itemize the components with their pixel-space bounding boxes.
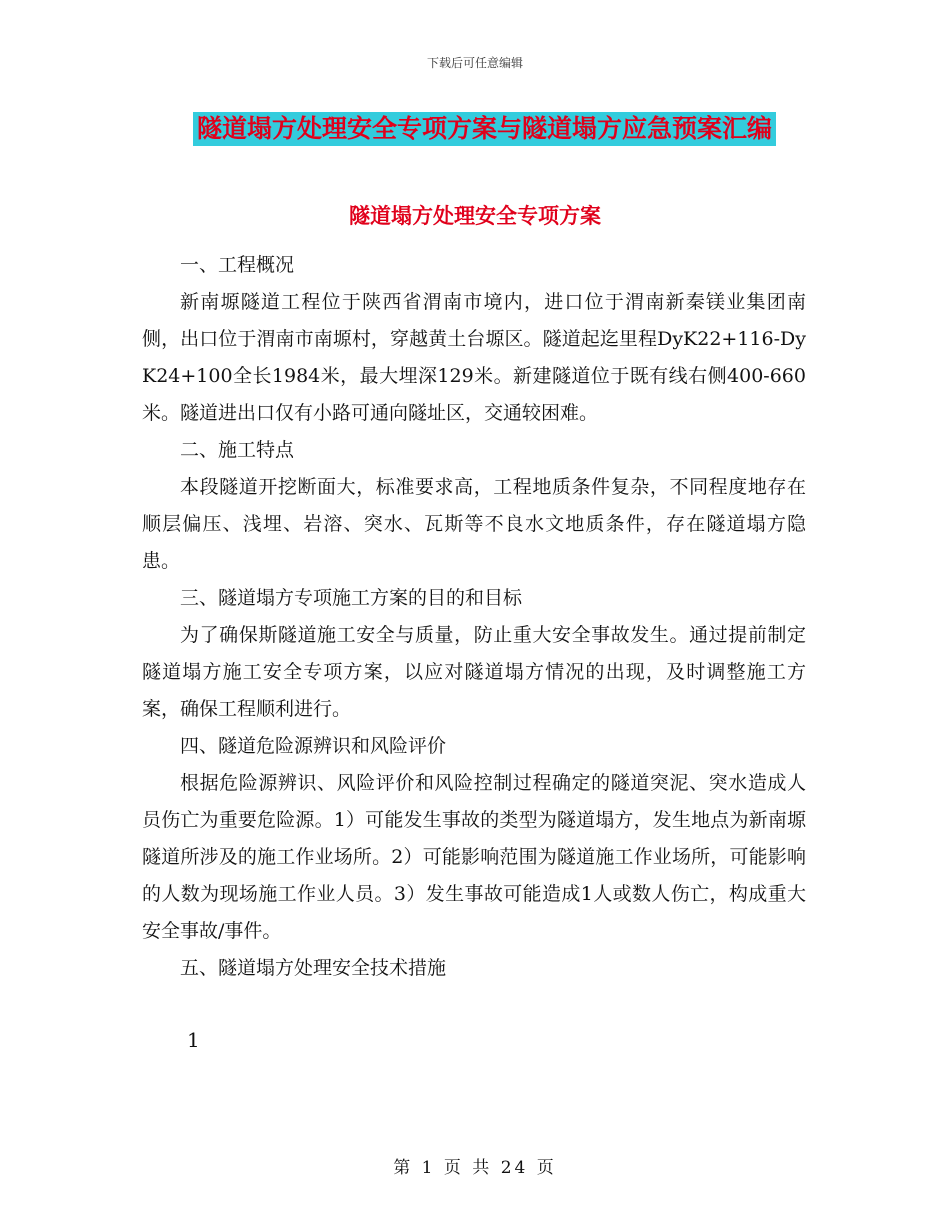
paragraph-plan-objectives: 为了确保斯隧道施工安全与质量，防止重大安全事故发生。通过提前制定隧道塌方施工安全专项方案，以应对隧道塌方情况的出现，及时调整施工方案，确保工程顺利进行。: [142, 624, 806, 720]
heading-hazard-identification: 四、隧道危险源辨识和风险评价: [180, 735, 447, 757]
heading-plan-objectives: 三、隧道塌方专项施工方案的目的和目标: [180, 587, 523, 609]
heading-safety-measures: 五、隧道塌方处理安全技术措施: [180, 957, 447, 979]
paragraph-hazard-identification: 根据危险源辨识、风险评价和风险控制过程确定的隧道突泥、突水造成人员伤亡为重要危险源。1）可能发生事故的类型为隧道塌方，发生地点为新南塬隧道所涉及的施工作业场所。2）可能影响范围为隧道施工作业场所，可能影响的人数为现场施工作业人员。3）发生事故可能造成1人或数人伤亡，构成重大安全事故/事件。: [142, 772, 806, 942]
page-footer: 第 1 页 共 24 页: [393, 1158, 557, 1178]
heading-project-overview: 一、工程概况: [180, 254, 295, 276]
inline-number: 1: [187, 1028, 200, 1052]
paragraph-construction-features: 本段隧道开挖断面大，标准要求高，工程地质条件复杂，不同程度地存在顺层偏压、浅埋、岩溶、突水、瓦斯等不良水文地质条件，存在隧道塌方隐患。: [142, 476, 806, 572]
header-note: 下载后可任意编辑: [426, 56, 523, 70]
document-body: [142, 247, 806, 987]
document-title: 隧道塌方处理安全专项方案与隧道塌方应急预案汇编: [193, 112, 776, 146]
heading-construction-features: 二、施工特点: [180, 439, 295, 461]
paragraph-project-overview: 新南塬隧道工程位于陕西省渭南市境内，进口位于渭南新秦镁业集团南侧，出口位于渭南市南塬村，穿越黄土台塬区。隧道起迄里程DyK22+116-DyK24+100全长1984米，最大埋深129米。新建隧道位于既有线右侧400-660米。隧道进出口仅有小路可通向隧址区，交通较困难。: [142, 291, 806, 424]
section-title: 隧道塌方处理安全专项方案: [349, 203, 601, 228]
